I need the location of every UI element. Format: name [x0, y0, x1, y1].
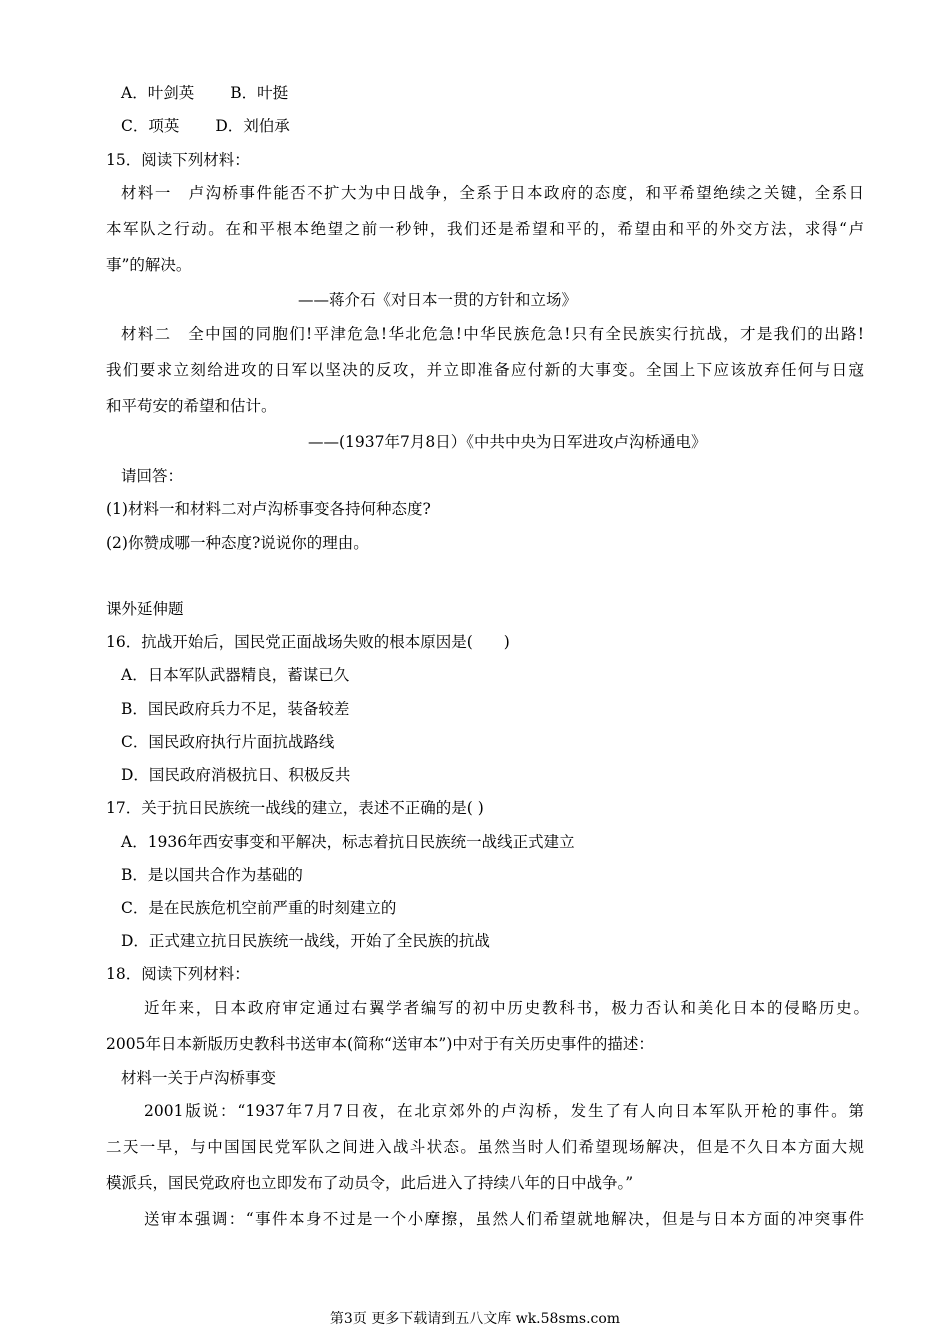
- q15-prompt: 请回答：: [121, 467, 184, 485]
- q16-option-d: D．国民政府消极抗日、积极反共: [121, 766, 351, 784]
- q17-stem: 17．关于抗日民族统一战线的建立，表述不正确的是( ): [106, 799, 484, 817]
- q16-option-c: C．国民政府执行片面抗战路线: [121, 733, 335, 751]
- q15-material2-line: 我们要求立刻给进攻的日军以坚决的反攻，并立即准备应付新的大事变。全国上下应该放弃任何与日寇: [106, 361, 864, 379]
- q14-options-row-2: [121, 116, 290, 136]
- q15-material2-source: ——(1937年7月8日）《中共中央为日军进攻卢沟桥通电》: [308, 433, 707, 451]
- q18-review-version-line: 送审本强调：“事件本身不过是一个小摩擦，虽然人们希望就地解决，但是与日本方面的冲突事件: [144, 1210, 864, 1228]
- q15-subquestion-2: (2)你赞成哪一种态度?说说你的理由。: [106, 534, 369, 552]
- q18-2001-version-line: 模派兵，国民党政府也立即发布了动员令，此后进入了持续八年的日中战争。”: [106, 1174, 634, 1192]
- q14-option-d: D．刘伯承: [215, 117, 290, 135]
- q15-material1-line: 本军队之行动。在和平根本绝望之前一秒钟，我们还是希望和平的，希望由和平的外交方法，求得“卢: [106, 220, 864, 238]
- q18-material1-title: 材料一关于卢沟桥事变: [121, 1069, 277, 1087]
- q16-stem: 16．抗战开始后，国民党正面战场失败的根本原因是( ): [106, 633, 510, 651]
- q17-option-a: A．1936年西安事变和平解决，标志着抗日民族统一战线正式建立: [121, 833, 575, 851]
- q16-option-b: B．国民政府兵力不足，装备较差: [121, 700, 350, 718]
- q15-material2-line: 和平苟安的希望和估计。: [106, 397, 277, 415]
- q15-material1-line: 材料一 卢沟桥事件能否不扩大为中日战争，全系于日本政府的态度，和平希望绝续之关键，全系日: [121, 184, 864, 202]
- q16-option-a: A．日本军队武器精良，蓄谋已久: [121, 666, 350, 684]
- q18-2001-version-line: 2001版说：“1937年7月7日夜，在北京郊外的卢沟桥，发生了有人向日本军队开枪的事件。第: [144, 1102, 864, 1120]
- q15-material2-line: 材料二 全中国的同胞们!平津危急!华北危急!中华民族危急!只有全民族实行抗战，才是我们的出路!: [121, 325, 864, 343]
- q17-option-d: D．正式建立抗日民族统一战线，开始了全民族的抗战: [121, 932, 490, 950]
- page-footer: 第3页 更多下载请到五八文库 wk.58sms.com: [329, 1311, 621, 1327]
- q17-option-c: C．是在民族危机空前严重的时刻建立的: [121, 899, 397, 917]
- q14-option-a: A．叶剑英: [121, 84, 195, 102]
- q15-material1-line: 事”的解决。: [106, 256, 192, 274]
- q18-2001-version-line: 二天一早，与中国国民党军队之间进入战斗状态。虽然当时人们希望现场解决，但是不久日本方面大规: [106, 1138, 864, 1156]
- q15-material1-source: ——蒋介石《对日本一贯的方针和立场》: [298, 291, 578, 309]
- q15-subquestion-1: (1)材料一和材料二对卢沟桥事变各持何种态度?: [106, 500, 431, 518]
- q18-intro-line: 2005年日本新版历史教科书送审本(简称“送审本”)中对于有关历史事件的描述：: [106, 1035, 654, 1053]
- q15-title: 15．阅读下列材料：: [106, 151, 250, 169]
- q18-title: 18．阅读下列材料：: [106, 965, 250, 983]
- section-title: 课外延伸题: [106, 600, 184, 618]
- q14-options-row-1: [121, 83, 288, 103]
- q14-option-c: C．项英: [121, 117, 180, 135]
- q18-intro-line: 近年来，日本政府审定通过右翼学者编写的初中历史教科书，极力否认和美化日本的侵略历史。: [144, 999, 869, 1017]
- q14-option-b: B．叶挺: [230, 84, 289, 102]
- q17-option-b: B．是以国共合作为基础的: [121, 866, 303, 884]
